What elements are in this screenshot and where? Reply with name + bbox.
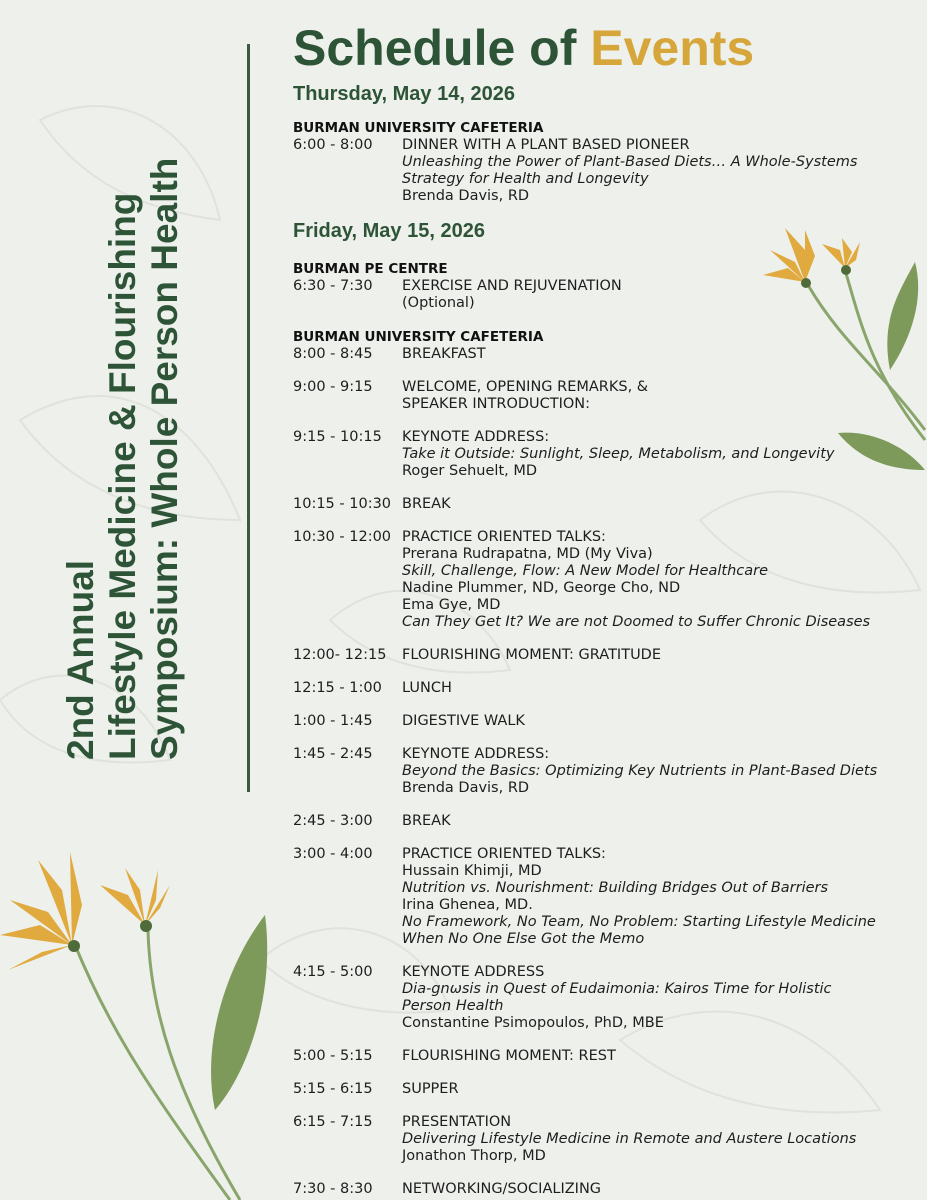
event-time: 5:15 - 6:15 <box>293 1081 373 1097</box>
event-details <box>402 379 913 413</box>
event-details <box>402 713 913 730</box>
event-time: 4:15 - 5:00 <box>293 964 373 980</box>
event-details <box>402 137 913 205</box>
event-line: KEYNOTE ADDRESS: <box>402 429 550 445</box>
page-heading <box>293 20 754 76</box>
event-line: Unleashing the Power of Plant-Based Diets… A Whole-Systems <box>402 154 858 170</box>
event-time: 10:15 - 10:30 <box>293 496 392 512</box>
schedule-item <box>293 529 913 631</box>
schedule-item <box>293 1048 913 1065</box>
schedule-item <box>293 647 913 664</box>
event-line: No Framework, No Team, No Problem: Starting Lifestyle Medicine <box>402 914 876 930</box>
schedule-item <box>293 379 913 413</box>
event-time: 9:00 - 9:15 <box>293 379 373 395</box>
event-details <box>402 1114 913 1165</box>
event-details <box>402 746 913 797</box>
event-time: 8:00 - 8:45 <box>293 346 373 362</box>
event-details <box>402 1048 913 1065</box>
event-line: BREAKFAST <box>402 346 486 362</box>
event-line: KEYNOTE ADDRESS: <box>402 746 550 762</box>
event-time: 6:00 - 8:00 <box>293 137 373 153</box>
venue-heading: BURMAN UNIVERSITY CAFETERIA <box>293 329 544 345</box>
day-heading: Friday, May 15, 2026 <box>293 220 485 242</box>
event-details <box>402 1181 913 1198</box>
schedule <box>293 82 913 1198</box>
event-time: 6:30 - 7:30 <box>293 278 373 294</box>
event-line: DINNER WITH A PLANT BASED PIONEER <box>402 137 690 153</box>
schedule-item <box>293 346 913 363</box>
schedule-item <box>293 1181 913 1198</box>
symposium-title-line3: Symposium: Whole Person Health <box>144 157 185 760</box>
event-line: NETWORKING/SOCIALIZING <box>402 1181 602 1197</box>
event-time: 1:00 - 1:45 <box>293 713 373 729</box>
vertical-divider <box>247 44 250 792</box>
heading-part1: Schedule of <box>293 20 591 76</box>
event-time: 3:00 - 4:00 <box>293 846 373 862</box>
event-time: 1:45 - 2:45 <box>293 746 373 762</box>
event-line: Prerana Rudrapatna, MD (My Viva) <box>402 546 653 562</box>
event-time: 6:15 - 7:15 <box>293 1114 373 1130</box>
schedule-item <box>293 496 913 513</box>
event-line: Beyond the Basics: Optimizing Key Nutrients in Plant-Based Diets <box>402 763 878 779</box>
event-time: 12:15 - 1:00 <box>293 680 382 696</box>
event-line: FLOURISHING MOMENT: GRATITUDE <box>402 647 662 663</box>
event-line: PRESENTATION <box>402 1114 512 1130</box>
event-line: Ema Gye, MD <box>402 597 501 613</box>
venue-heading: BURMAN UNIVERSITY CAFETERIA <box>293 120 544 136</box>
event-line: BREAK <box>402 813 451 829</box>
event-line: Dia-gnωsis in Quest of Eudaimonia: Kairos Time for Holistic <box>402 981 832 997</box>
event-line: Brenda Davis, RD <box>402 188 530 204</box>
schedule-item <box>293 680 913 697</box>
event-details <box>402 813 913 830</box>
event-line: Strategy for Health and Longevity <box>402 171 649 187</box>
event-time: 7:30 - 8:30 <box>293 1181 373 1197</box>
event-time: 2:45 - 3:00 <box>293 813 373 829</box>
event-line: SUPPER <box>402 1081 459 1097</box>
event-line: LUNCH <box>402 680 452 696</box>
event-line: Jonathon Thorp, MD <box>402 1148 546 1164</box>
event-details <box>402 647 913 664</box>
heading-part2: Events <box>590 20 755 76</box>
event-line: SPEAKER INTRODUCTION: <box>402 396 591 412</box>
event-line: WELCOME, OPENING REMARKS, & <box>402 379 649 395</box>
event-time: 12:00- 12:15 <box>293 647 387 663</box>
event-time: 9:15 - 10:15 <box>293 429 382 445</box>
event-line: Nadine Plummer, ND, George Cho, ND <box>402 580 681 596</box>
event-line: (Optional) <box>402 295 475 311</box>
event-time: 5:00 - 5:15 <box>293 1048 373 1064</box>
day-heading: Thursday, May 14, 2026 <box>293 83 515 105</box>
schedule-item <box>293 1081 913 1098</box>
event-line: BREAK <box>402 496 451 512</box>
event-details <box>402 529 913 631</box>
event-line: FLOURISHING MOMENT: REST <box>402 1048 616 1064</box>
schedule-item <box>293 278 913 312</box>
schedule-item <box>293 813 913 830</box>
schedule-item <box>293 1114 913 1165</box>
schedule-item <box>293 429 913 480</box>
event-details <box>402 846 913 948</box>
schedule-item <box>293 137 913 205</box>
event-line: PRACTICE ORIENTED TALKS: <box>402 529 606 545</box>
event-line: Brenda Davis, RD <box>402 780 530 796</box>
event-details <box>402 964 913 1032</box>
event-line: Hussain Khimji, MD <box>402 863 542 879</box>
event-details <box>402 496 913 513</box>
event-line: Can They Get It? We are not Doomed to Suffer Chronic Diseases <box>402 614 871 630</box>
event-details <box>402 278 913 312</box>
event-details <box>402 1081 913 1098</box>
event-line: Irina Ghenea, MD. <box>402 897 533 913</box>
schedule-item <box>293 964 913 1032</box>
schedule-item <box>293 713 913 730</box>
event-line: Roger Sehuelt, MD <box>402 463 538 479</box>
schedule-item <box>293 746 913 797</box>
event-line: Nutrition vs. Nourishment: Building Bridges Out of Barriers <box>402 880 829 896</box>
event-line: KEYNOTE ADDRESS <box>402 964 545 980</box>
event-line: When No One Else Got the Memo <box>402 931 645 947</box>
event-line: Constantine Psimopoulos, PhD, MBE <box>402 1015 664 1031</box>
event-line: EXERCISE AND REJUVENATION <box>402 278 622 294</box>
venue-heading: BURMAN PE CENTRE <box>293 261 448 277</box>
event-line: Skill, Challenge, Flow: A New Model for Healthcare <box>402 563 769 579</box>
event-line: Take it Outside: Sunlight, Sleep, Metabolism, and Longevity <box>402 446 835 462</box>
symposium-title-line1: 2nd Annual <box>60 559 101 760</box>
event-line: Person Health <box>402 998 504 1014</box>
event-details <box>402 680 913 697</box>
event-line: PRACTICE ORIENTED TALKS: <box>402 846 606 862</box>
event-line: DIGESTIVE WALK <box>402 713 525 729</box>
event-details <box>402 346 913 363</box>
event-time: 10:30 - 12:00 <box>293 529 392 545</box>
event-details <box>402 429 913 480</box>
event-line: Delivering Lifestyle Medicine in Remote and Austere Locations <box>402 1131 857 1147</box>
symposium-title <box>60 50 210 1200</box>
symposium-title-line2: Lifestyle Medicine & Flourishing <box>102 192 143 760</box>
schedule-item <box>293 846 913 948</box>
